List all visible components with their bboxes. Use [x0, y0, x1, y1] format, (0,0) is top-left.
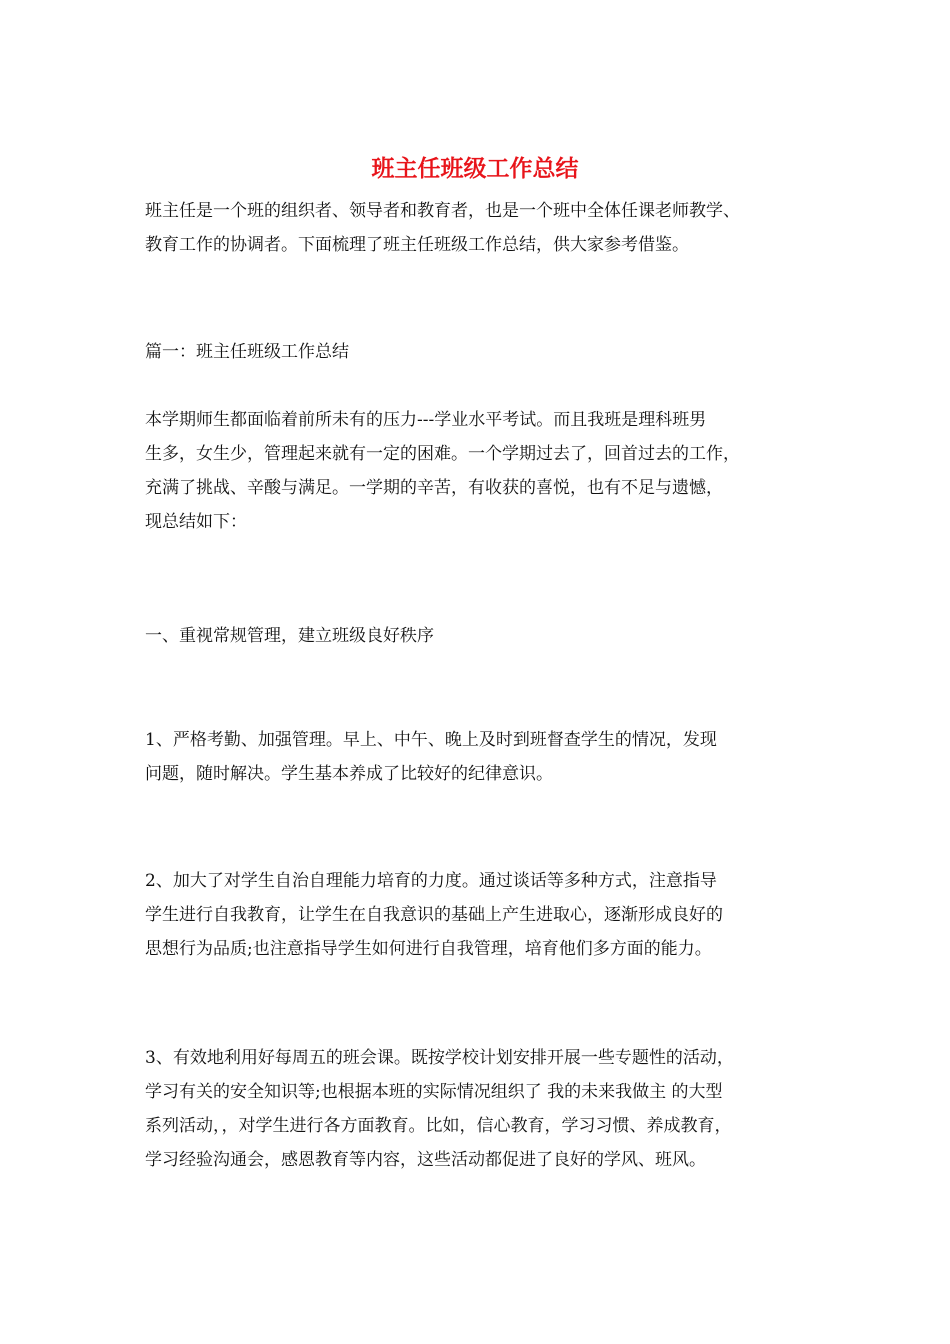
section-heading-text: 篇一：班主任班级工作总结 — [145, 342, 349, 362]
opening-line-2: 生多，女生少，管理起来就有一定的困难。一个学期过去了，回首过去的工作， — [145, 444, 740, 464]
item-3-line-4: 学习经验沟通会，感恩教育等内容，这些活动都促进了良好的学风、班风。 — [145, 1150, 706, 1170]
opening-line-4: 现总结如下： — [145, 512, 247, 532]
item-3-paragraph — [145, 1041, 805, 1177]
item-3-line-3: 系列活动，，对学生进行各方面教育。比如，信心教育，学习习惯、养成教育， — [145, 1116, 732, 1136]
opening-line-1: 本学期师生都面临着前所未有的压力---学业水平考试。而且我班是理科班男 — [145, 410, 707, 430]
item-2-line-1: 2、加大了对学生自治自理能力培育的力度。通过谈话等多种方式，注意指导 — [145, 871, 717, 891]
section-heading — [145, 335, 805, 369]
part-one-heading — [145, 619, 805, 653]
document-title: 班主任班级工作总结 — [371, 155, 579, 182]
item-2-line-2: 学生进行自我教育，让学生在自我意识的基础上产生进取心，逐渐形成良好的 — [145, 905, 723, 925]
intro-paragraph — [145, 194, 805, 262]
opening-paragraph — [145, 403, 805, 539]
item-2-line-3: 思想行为品质;也注意指导学生如何进行自我管理，培育他们多方面的能力。 — [145, 939, 712, 959]
item-1-line-1: 1、严格考勤、加强管理。早上、中午、晚上及时到班督查学生的情况，发现 — [145, 730, 717, 750]
opening-line-3: 充满了挑战、辛酸与满足。一学期的辛苦，有收获的喜悦，也有不足与遗憾， — [145, 478, 723, 498]
intro-line-2: 教育工作的协调者。下面梳理了班主任班级工作总结，供大家参考借鉴。 — [145, 235, 689, 255]
item-3-line-1: 3、有效地利用好每周五的班会课。既按学校计划安排开展一些专题性的活动， — [145, 1048, 734, 1068]
intro-line-1: 班主任是一个班的组织者、领导者和教育者，也是一个班中全体任课老师教学、 — [145, 201, 740, 221]
item-1-line-2: 问题，随时解决。学生基本养成了比较好的纪律意识。 — [145, 764, 553, 784]
part-one-heading-text: 一、重视常规管理，建立班级良好秩序 — [145, 626, 434, 646]
item-1-paragraph — [145, 723, 805, 791]
item-3-line-2: 学习有关的安全知识等;也根据本班的实际情况组织了 我的未来我做主 的大型 — [145, 1082, 723, 1102]
item-2-paragraph — [145, 864, 805, 966]
